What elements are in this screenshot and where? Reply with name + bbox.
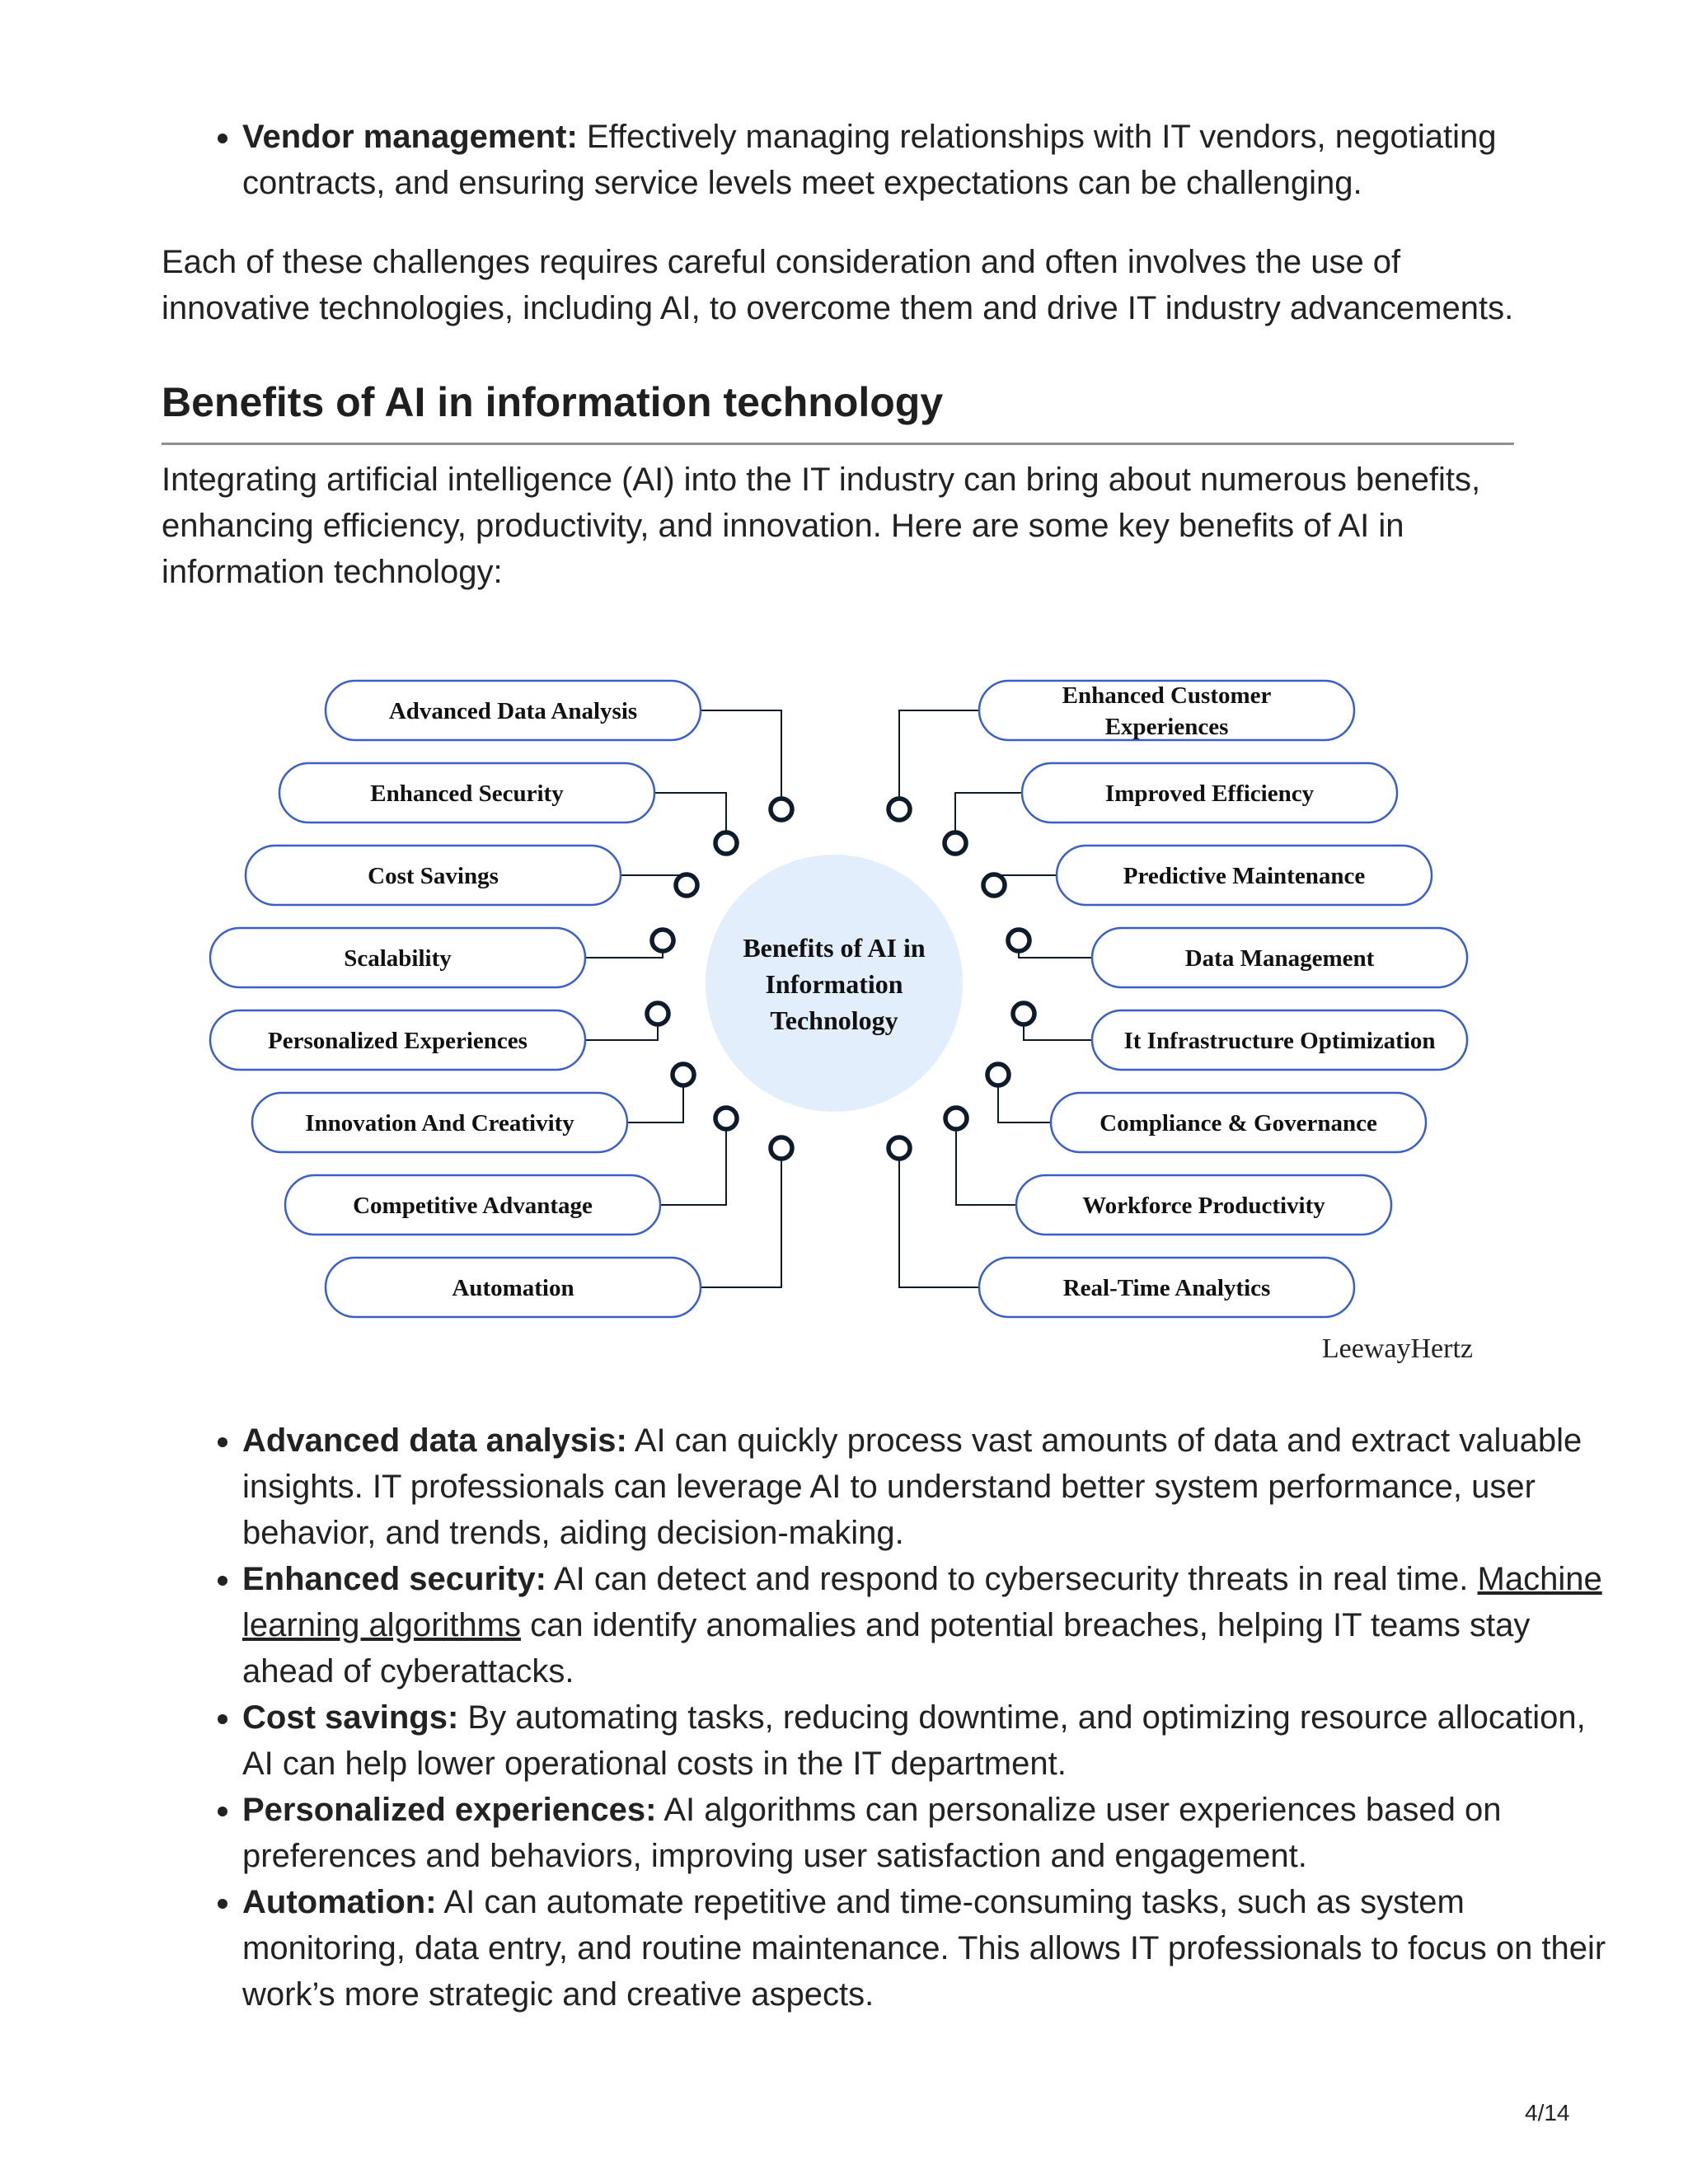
- benefit-label: Scalability: [344, 945, 452, 972]
- list-item: [242, 1879, 1611, 2018]
- diagram-svg: [0, 635, 1688, 1393]
- page-number: 4/14: [1525, 2100, 1570, 2125]
- item-label: Cost savings:: [242, 1699, 459, 1736]
- item-text: can identify anomalies and potential breaches, helping IT teams stay ahead of cyberattacks.: [242, 1607, 1531, 1690]
- intro-paragraph: Integrating artificial intelligence (AI) into the IT industry can bring about numerous benefits, enhancing efficiency, productivity, and innovation. Here are some key benefits of AI in information technology:: [162, 462, 1481, 590]
- benefit-label: Competitive Advantage: [353, 1193, 593, 1219]
- item-text: By automating tasks, reducing downtime, and optimizing resource allocation, AI can help lower operational costs in the IT department.: [242, 1699, 1586, 1782]
- connector-node: [673, 1064, 694, 1085]
- challenges-paragraph: Each of these challenges requires careful consideration and often involves the use of innovative technologies, including AI, to overcome them and drive IT industry advancements.: [162, 244, 1514, 326]
- benefit-label: Compliance & Governance: [1100, 1110, 1377, 1137]
- connector-node: [1013, 1003, 1034, 1024]
- benefits-diagram: [0, 635, 1688, 1393]
- connector-node: [771, 1137, 792, 1159]
- hub-label-line-1: Benefits of AI in: [743, 933, 926, 963]
- benefit-label: Real-Time Analytics: [1062, 1275, 1271, 1301]
- benefit-label: Predictive Maintenance: [1123, 863, 1366, 889]
- brand-watermark: LeewayHertz: [1321, 1333, 1473, 1364]
- connector-node: [771, 799, 792, 820]
- vendor-list: [162, 114, 1611, 206]
- benefit-label: Personalized Experiences: [268, 1028, 528, 1054]
- section-heading: Benefits of AI in information technology: [162, 375, 1514, 445]
- connector-node: [676, 874, 697, 896]
- benefits-list: [162, 1418, 1611, 2018]
- benefit-label: Experiences: [1104, 714, 1229, 740]
- connector-line: [899, 1148, 979, 1287]
- connector-node: [1008, 930, 1029, 951]
- benefit-label: Data Management: [1184, 945, 1375, 972]
- list-item: [242, 1694, 1611, 1787]
- ml-algorithms-link[interactable]: Machine learning algorithms: [242, 1561, 1602, 1643]
- list-item: [242, 114, 1611, 206]
- connector-node: [945, 1108, 967, 1129]
- connector-node: [889, 799, 910, 820]
- connector-node: [647, 1003, 668, 1024]
- connector-node: [987, 1064, 1009, 1085]
- item-text: AI can detect and respond to cybersecurity threats in real time.: [546, 1561, 1478, 1597]
- item-label: Advanced data analysis:: [242, 1422, 627, 1459]
- connector-line: [701, 710, 781, 809]
- list-item: [242, 1556, 1611, 1694]
- item-text: AI can quickly process vast amounts of data and extract valuable insights. IT professionals can leverage AI to understand better system performance, user behavior, and trends, aiding decision-making.: [242, 1422, 1582, 1551]
- benefit-label: Automation: [452, 1275, 574, 1301]
- connector-node: [945, 832, 966, 854]
- connector-line: [701, 1148, 781, 1287]
- benefit-label: Workforce Productivity: [1082, 1193, 1325, 1219]
- hub-label-line-3: Technology: [770, 1005, 898, 1035]
- benefit-label: Enhanced Customer: [1062, 682, 1272, 709]
- benefit-label: Advanced Data Analysis: [388, 698, 638, 724]
- item-label: Automation:: [242, 1884, 437, 1920]
- benefit-label: Enhanced Security: [370, 780, 564, 807]
- connector-line: [654, 793, 726, 843]
- connector-line: [956, 1118, 1016, 1205]
- item-label: Personalized experiences:: [242, 1792, 657, 1828]
- benefit-label: Cost Savings: [368, 863, 499, 889]
- connector-line: [899, 710, 979, 809]
- benefit-label: Innovation And Creativity: [305, 1110, 574, 1137]
- item-label: Enhanced security:: [242, 1561, 547, 1597]
- hub-label-line-2: Information: [765, 969, 903, 999]
- connector-node: [889, 1137, 910, 1159]
- benefit-label: Improved Efficiency: [1104, 780, 1315, 807]
- connector-line: [660, 1118, 726, 1205]
- item-text: Effectively managing relationships with IT vendors, negotiating contracts, and ensuring service levels meet expectations can be challenging.: [242, 119, 1497, 201]
- item-text: AI algorithms can personalize user experiences based on preferences and behaviors, improving user satisfaction and engagement.: [242, 1792, 1502, 1874]
- connector-node: [715, 832, 737, 854]
- benefit-label: It Infrastructure Optimization: [1123, 1028, 1436, 1054]
- connector-node: [983, 874, 1005, 896]
- item-label: Vendor management:: [242, 119, 578, 155]
- list-item: [242, 1418, 1611, 1556]
- list-item: [242, 1787, 1611, 1879]
- connector-node: [715, 1108, 737, 1129]
- item-text: AI can automate repetitive and time-consuming tasks, such as system monitoring, data entry, and routine maintenance. This allows IT professionals to focus on their work’s more strategic and creative aspects.: [242, 1884, 1606, 2013]
- connector-node: [652, 930, 673, 951]
